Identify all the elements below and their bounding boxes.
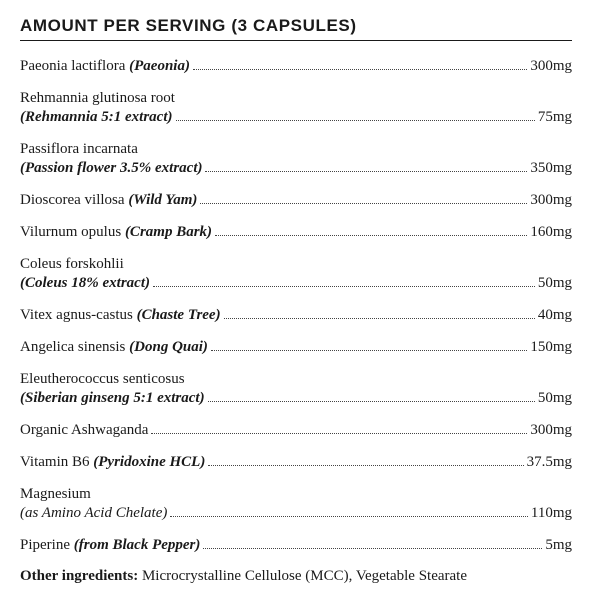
ingredient-amount: 300mg (530, 422, 572, 438)
ingredient-name: Dioscorea villosa (20, 192, 125, 208)
leader-dots (203, 536, 542, 549)
serving-header: AMOUNT PER SERVING (3 CAPSULES) (20, 16, 572, 41)
ingredient-amount: 300mg (530, 192, 572, 208)
ingredient-line (20, 108, 572, 127)
ingredient-name: Paeonia lactiflora (20, 58, 126, 74)
ingredient-amount: 75mg (537, 109, 572, 125)
ingredient-line (20, 504, 572, 523)
ingredient-line (20, 159, 572, 178)
ingredient-amount: 350mg (530, 160, 572, 176)
ingredient-source: (Passion flower 3.5% extract) (20, 160, 203, 176)
ingredient-line (20, 223, 572, 242)
ingredient-row (20, 421, 572, 440)
ingredient-source: (Wild Yam) (128, 192, 198, 208)
ingredient-row (20, 485, 572, 523)
ingredient-row (20, 338, 572, 357)
ingredient-source: (Chaste Tree) (136, 307, 221, 323)
ingredient-row (20, 57, 572, 76)
ingredient-line (20, 274, 572, 293)
other-ingredients-label: Other ingredients: (20, 568, 139, 584)
leader-dots (170, 504, 528, 517)
ingredient-source: (Pyridoxine HCL) (93, 454, 206, 470)
leader-dots (211, 338, 527, 351)
ingredient-line (20, 536, 572, 555)
ingredient-line (20, 421, 572, 440)
ingredient-list (20, 57, 572, 555)
ingredient-amount: 110mg (530, 505, 572, 521)
ingredient-amount: 37.5mg (526, 454, 572, 470)
ingredient-name: Magnesium (20, 486, 91, 502)
ingredient-line (20, 453, 572, 472)
ingredient-row (20, 370, 572, 408)
ingredient-name: Angelica sinensis (20, 339, 126, 355)
leader-dots (200, 191, 527, 204)
ingredient-amount: 50mg (537, 275, 572, 291)
ingredient-name: Piperine (20, 537, 70, 553)
ingredient-source: (from Black Pepper) (73, 537, 201, 553)
ingredient-source: (Dong Quai) (129, 339, 208, 355)
ingredient-source: (Cramp Bark) (124, 224, 213, 240)
ingredient-row (20, 306, 572, 325)
leader-dots (215, 223, 527, 236)
ingredient-name: Organic Ashwaganda (20, 422, 149, 438)
supplement-facts-panel (20, 16, 572, 585)
ingredient-line (20, 389, 572, 408)
ingredient-row (20, 89, 572, 127)
ingredient-row (20, 223, 572, 242)
ingredient-name: Vitex agnus-castus (20, 307, 133, 323)
ingredient-name: Eleutherococcus senticosus (20, 371, 185, 387)
ingredient-source: (Paeonia) (129, 58, 190, 74)
leader-dots (153, 274, 535, 287)
ingredient-amount: 40mg (537, 307, 572, 323)
ingredient-name: Vilurnum opulus (20, 224, 122, 240)
leader-dots (151, 421, 527, 434)
ingredient-line (20, 306, 572, 325)
ingredient-row (20, 140, 572, 178)
ingredient-name: Passiflora incarnata (20, 141, 138, 157)
ingredient-amount: 50mg (537, 390, 572, 406)
ingredient-row (20, 536, 572, 555)
ingredient-row (20, 191, 572, 210)
ingredient-name: Coleus forskohlii (20, 256, 124, 272)
ingredient-line (20, 57, 572, 76)
leader-dots (205, 159, 527, 172)
other-ingredients-text: Microcrystalline Cellulose (MCC), Vegetable Stearate (138, 568, 468, 584)
ingredient-row (20, 453, 572, 472)
ingredient-name: Vitamin B6 (20, 454, 90, 470)
ingredient-amount: 150mg (530, 339, 572, 355)
ingredient-line (20, 338, 572, 357)
ingredient-amount: 5mg (545, 537, 572, 553)
ingredient-amount: 300mg (530, 58, 572, 74)
leader-dots (176, 108, 535, 121)
ingredient-source: (Rehmannia 5:1 extract) (20, 109, 173, 125)
other-ingredients (20, 568, 572, 585)
leader-dots (208, 453, 523, 466)
ingredient-line (20, 191, 572, 210)
ingredient-source: (as Amino Acid Chelate) (20, 505, 168, 521)
ingredient-name: Rehmannia glutinosa root (20, 90, 175, 106)
ingredient-amount: 160mg (530, 224, 572, 240)
ingredient-source: (Siberian ginseng 5:1 extract) (20, 390, 205, 406)
leader-dots (193, 57, 527, 70)
leader-dots (208, 389, 535, 402)
ingredient-row (20, 255, 572, 293)
ingredient-source: (Coleus 18% extract) (20, 275, 150, 291)
leader-dots (224, 306, 535, 319)
